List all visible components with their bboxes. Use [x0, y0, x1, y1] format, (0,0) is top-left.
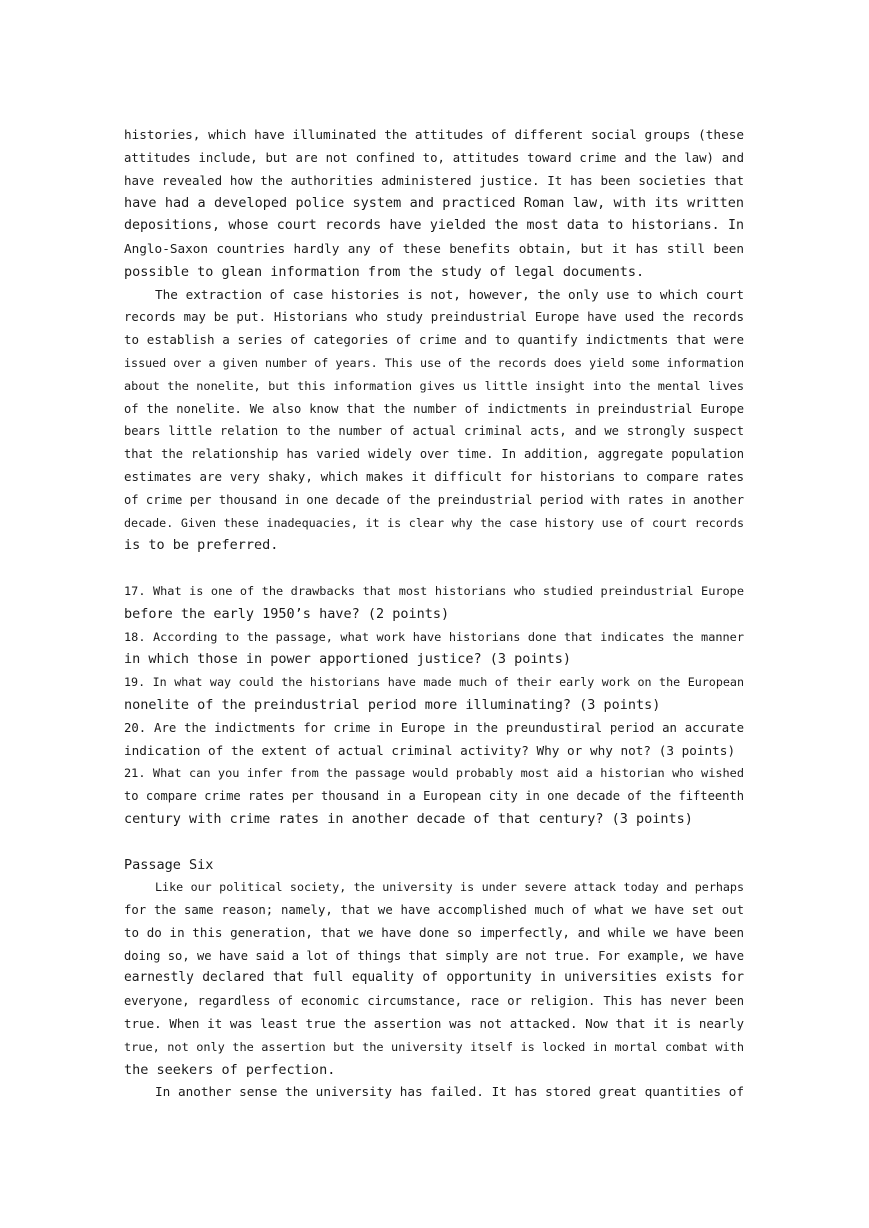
question-line: 20. Are the indictments for crime in Europe in the preundustiral period an accurate [124, 720, 744, 735]
text-line: depositions, whose court records have yielded the most data to historians. In [124, 218, 744, 234]
text-line: issued over a given number of years. This use of the records does yield some information [124, 355, 744, 370]
question-line: before the early 1950’s have? (2 points) [124, 605, 450, 622]
text-line: true. When it was least true the assertion was not attacked. Now that it is nearly [124, 1016, 744, 1032]
question-line: nonelite of the preindustrial period more illuminating? (3 points) [124, 696, 661, 713]
question-18 [124, 626, 744, 672]
question-line: 17. What is one of the drawbacks that most historians who studied preindustrial Europe [124, 583, 744, 598]
text-line: possible to glean information from the study of legal documents. [124, 263, 645, 280]
text-line: is to be preferred. [124, 537, 279, 554]
text-line: to establish a series of categories of crime and to quantify indictments that were [124, 332, 744, 348]
text-line: histories, which have illuminated the attitudes of different social groups (these [124, 127, 744, 142]
question-line: indication of the extent of actual criminal activity? Why or why not? (3 points) [124, 742, 736, 758]
question-line: 18. According to the passage, what work have historians done that indicates the manner [124, 629, 744, 644]
text-line: that the relationship has varied widely over time. In addition, aggregate population [124, 447, 744, 462]
text-line: In another sense the university has failed. It has stored great quantities of [155, 1084, 744, 1100]
text-line: of the nonelite. We also know that the number of indictments in preindustrial Europe [124, 401, 744, 416]
passage-five-paragraph-2 [124, 284, 744, 558]
text-line: doing so, we have said a lot of things that simply are not true. For example, we have [124, 948, 744, 963]
question-19 [124, 671, 744, 717]
text-line: of crime per thousand in one decade of the preindustrial period with rates in another [124, 492, 744, 507]
question-list [124, 580, 744, 831]
spacer [124, 831, 744, 854]
question-line: to compare crime rates per thousand in a European city in one decade of the fifteenth [124, 789, 744, 804]
question-line: 19. In what way could the historians have made much of their early work on the European [124, 675, 744, 690]
spacer [124, 557, 744, 580]
text-line: attitudes include, but are not confined to, attitudes toward crime and the law) and [124, 150, 744, 165]
text-line: true, not only the assertion but the university itself is locked in mortal combat with [124, 1039, 744, 1054]
text-line: everyone, regardless of economic circumstance, race or religion. This has never been [124, 994, 744, 1009]
question-line: century with crime rates in another decade of that century? (3 points) [124, 810, 693, 827]
question-line: in which those in power apportioned justice? (3 points) [124, 651, 572, 668]
text-line: earnestly declared that full equality of opportunity in universities exists for [124, 970, 744, 986]
text-line: to do in this generation, that we have done so imperfectly, and while we have been [124, 924, 744, 940]
text-line: for the same reason; namely, that we have accomplished much of what we have set out [124, 903, 744, 918]
text-line: estimates are very shaky, which makes it difficult for historians to compare rates [124, 468, 744, 484]
question-20 [124, 717, 744, 763]
text-line: about the nonelite, but this information gives us little insight into the mental lives [124, 378, 744, 393]
text-line: Anglo-Saxon countries hardly any of these benefits obtain, but it has still been [124, 240, 744, 256]
passage-five-paragraph-1 [124, 124, 744, 284]
text-line: records may be put. Historians who study preindustrial Europe have used the records [124, 310, 744, 325]
text-line: bears little relation to the number of actual criminal acts, and we strongly suspect [124, 424, 744, 439]
text-line: Like our political society, the university is under severe attack today and perhaps [155, 880, 744, 895]
text-line: decade. Given these inadequacies, it is clear why the case history use of court records [124, 515, 744, 530]
text-line: the seekers of perfection. [124, 1061, 336, 1078]
question-17 [124, 580, 744, 626]
text-line: have revealed how the authorities administered justice. It has been societies that [124, 172, 744, 188]
question-21 [124, 762, 744, 830]
document-page [124, 124, 744, 1104]
passage-six-paragraph-1 [124, 876, 744, 1081]
passage-heading: Passage Six [124, 856, 214, 873]
question-line: 21. What can you infer from the passage would probably most aid a historian who wished [124, 766, 744, 781]
text-line: The extraction of case histories is not, however, the only use to which court [155, 286, 744, 302]
passage-six-paragraph-2 [124, 1081, 744, 1104]
text-line: have had a developed police system and practiced Roman law, with its written [124, 195, 744, 212]
